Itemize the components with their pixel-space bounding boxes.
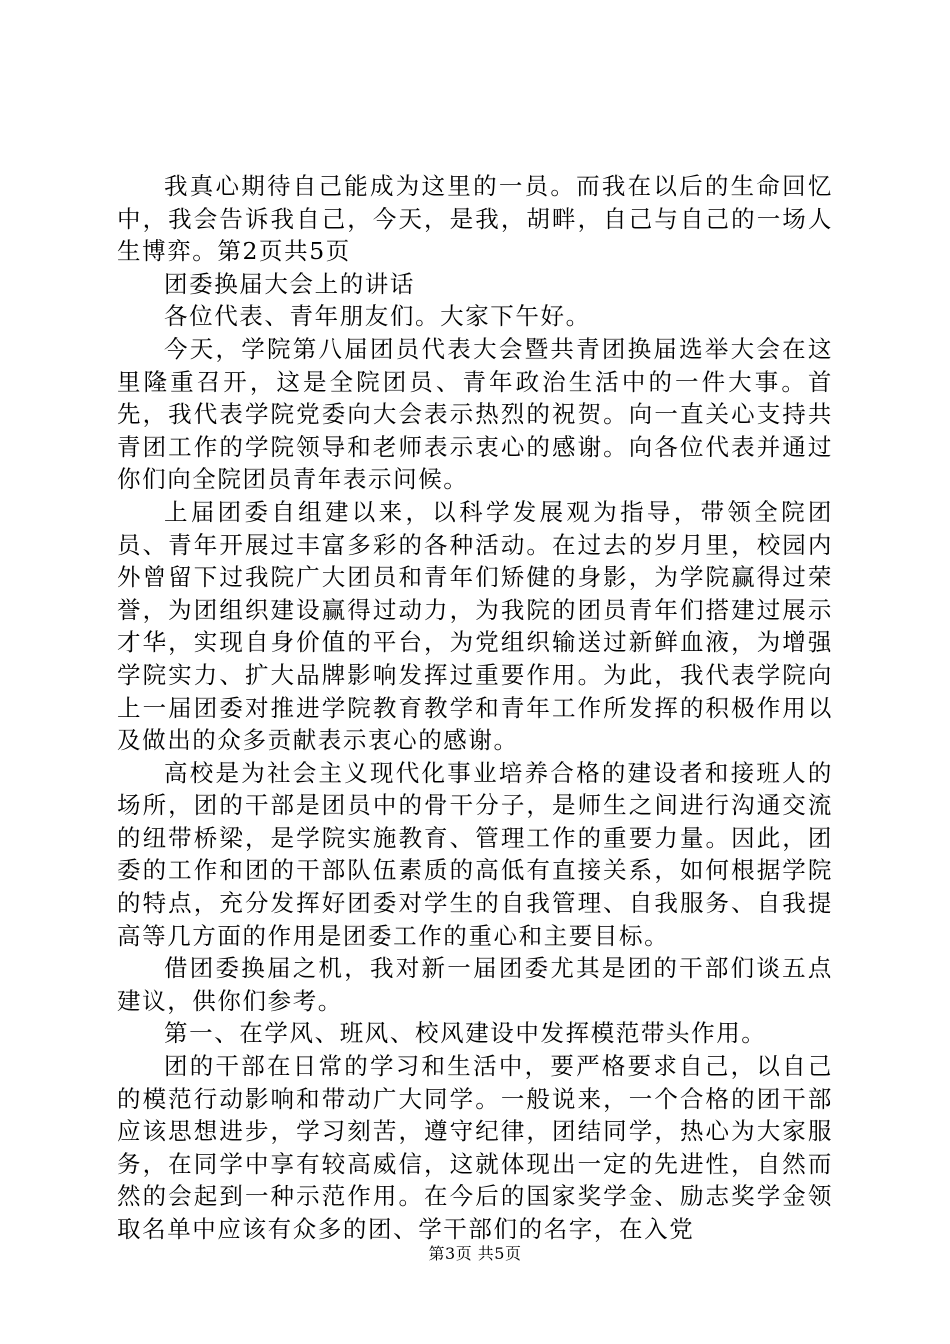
paragraph-suggestions-intro: 借团委换届之机，我对新一届团委尤其是团的干部们谈五点建议，供你们参考。	[117, 954, 833, 1015]
document-body	[117, 170, 833, 1246]
paragraph-review: 上届团委自组建以来，以科学发展观为指导，带领全院团员、青年开展过丰富多彩的各种活动。在过去的岁月里，校园内外曾留下过我院广大团员和青年们矫健的身影，为学院赢得过荣誉，为团组织建设赢得过动力，为我院的团员青年们搭建过展示才华，实现自身价值的平台，为党组织输送过新鲜血液，为增强学院实力、扩大品牌影响发挥过重要作用。为此，我代表学院向上一届团委对推进学院教育教学和青年工作所发挥的积极作用以及做出的众多贡献表示衷心的感谢。	[117, 497, 833, 755]
paragraph-role: 高校是为社会主义现代化事业培养合格的建设者和接班人的场所，团的干部是团员中的骨干分子，是师生之间进行沟通交流的纽带桥梁，是学院实施教育、管理工作的重要力量。因此，团委的工作和团的干部队伍素质的高低有直接关系，如何根据学院的特点，充分发挥好团委对学生的自我管理、自我服务、自我提高等几方面的作用是团委工作的重心和主要目标。	[117, 758, 833, 950]
page-footer: 第3页 共5页	[428, 1244, 522, 1263]
paragraph-first-point-detail: 团的干部在日常的学习和生活中，要严格要求自己，以自己的模范行动影响和带动广大同学。一般说来，一个合格的团干部应该思想进步，学习刻苦，遵守纪律，团结同学，热心为大家服务，在同学中享有较高威信，这就体现出一定的先进性，自然而然的会起到一种示范作用。在今后的国家奖学金、励志奖学金领取名单中应该有众多的团、学干部们的名字，在入党	[117, 1052, 833, 1243]
speech-title: 团委换届大会上的讲话	[164, 269, 415, 298]
paragraph-closing-line: 我真心期待自己能成为这里的一员。而我在以后的生命回忆中，我会告诉我自己，今天，是我，胡畔，自己与自己的一场人生博弈。第2页共5页	[117, 172, 833, 266]
paragraph-first-point: 第一、在学风、班风、校风建设中发挥模范带头作用。	[164, 1019, 767, 1048]
paragraph-greeting: 各位代表、青年朋友们。大家下午好。	[164, 302, 591, 331]
paragraph-opening: 今天，学院第八届团员代表大会暨共青团换届选举大会在这里隆重召开，这是全院团员、青年政治生活中的一件大事。首先，我代表学院党委向大会表示热烈的祝贺。向一直关心支持共青团工作的学院领导和老师表示衷心的感谢。向各位代表并通过你们向全院团员青年表示问候。	[117, 334, 833, 494]
